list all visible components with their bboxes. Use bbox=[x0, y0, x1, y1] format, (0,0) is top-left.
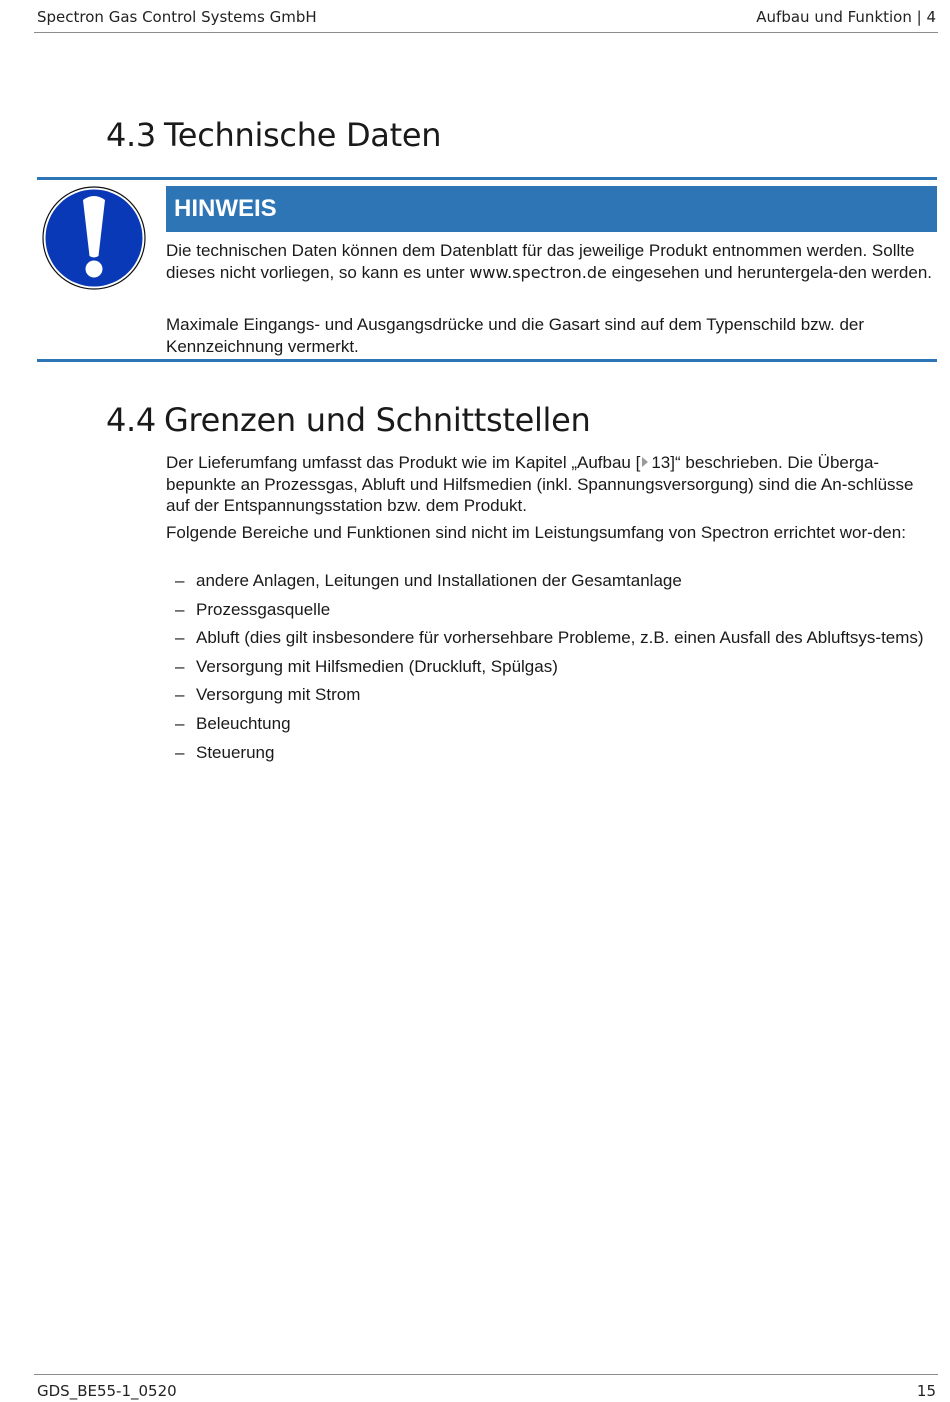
list-item: – Versorgung mit Strom bbox=[175, 685, 361, 705]
list-item: – andere Anlagen, Leitungen und Installationen der Gesamtanlage bbox=[175, 571, 682, 590]
notice-label-bar: HINWEIS bbox=[166, 186, 937, 232]
list-item: – Steuerung bbox=[175, 742, 275, 762]
footer-page-number: 15 bbox=[916, 1382, 936, 1400]
cross-reference-arrow-icon[interactable] bbox=[642, 457, 648, 467]
page-footer bbox=[34, 1374, 938, 1402]
section-heading-4-4 bbox=[106, 401, 591, 439]
exclusion-list bbox=[166, 570, 936, 770]
notice-paragraph-2: Maximale Eingangs- und Ausgangsdrücke und die Gasart sind auf dem Typenschild bzw. der Kennzeichnung vermerkt. bbox=[166, 315, 865, 356]
section-number: 4.3 bbox=[106, 116, 156, 154]
section-number: 4.4 bbox=[106, 401, 156, 439]
section-title: Technische Daten bbox=[164, 116, 442, 154]
notice-top-rule bbox=[37, 177, 937, 180]
section-paragraph-2: Folgende Bereiche und Funktionen sind nicht im Leistungsumfang von Spectron errichtet wor-den: bbox=[166, 523, 906, 542]
list-item: – Prozessgasquelle bbox=[175, 599, 331, 619]
section-heading-4-3 bbox=[106, 116, 441, 154]
header-company: Spectron Gas Control Systems GmbH bbox=[37, 8, 317, 26]
footer-doc-id: GDS_BE55-1_0520 bbox=[37, 1382, 177, 1400]
website-link[interactable]: www.spectron.de bbox=[469, 262, 607, 282]
header-chapter: Aufbau und Funktion | 4 bbox=[756, 8, 936, 26]
page-header bbox=[34, 6, 938, 33]
notice-bottom-rule bbox=[37, 359, 937, 362]
section-paragraph-1: Der Lieferumfang umfasst das Produkt wie im Kapitel „Aufbau [ 13]“ beschrieben. Die Überga-bepunkte an Prozessgas, Abluft und Hilfsmedien (inkl. Spannungsversorgung) sind die An-schlüsse auf der Entspannungsstation bzw. dem Produkt. bbox=[166, 453, 914, 515]
list-item: – Beleuchtung bbox=[175, 713, 291, 733]
list-item: – Abluft (dies gilt insbesondere für vorhersehbare Probleme, z.B. einen Ausfall des Abluftsys-tems) bbox=[175, 628, 924, 648]
notice-paragraph-1: Die technischen Daten können dem Datenblatt für das jeweilige Produkt entnommen werden. Sollte dieses nicht vorliegen, so kann es unter www.spectron.de eingesehen und heruntergela-den werden. bbox=[166, 241, 933, 282]
exclamation-mandatory-icon bbox=[42, 186, 146, 290]
cross-reference-page[interactable]: 13] bbox=[651, 453, 675, 472]
list-item: – Versorgung mit Hilfsmedien (Druckluft, Spülgas) bbox=[175, 656, 558, 676]
section-title: Grenzen und Schnittstellen bbox=[164, 401, 591, 439]
